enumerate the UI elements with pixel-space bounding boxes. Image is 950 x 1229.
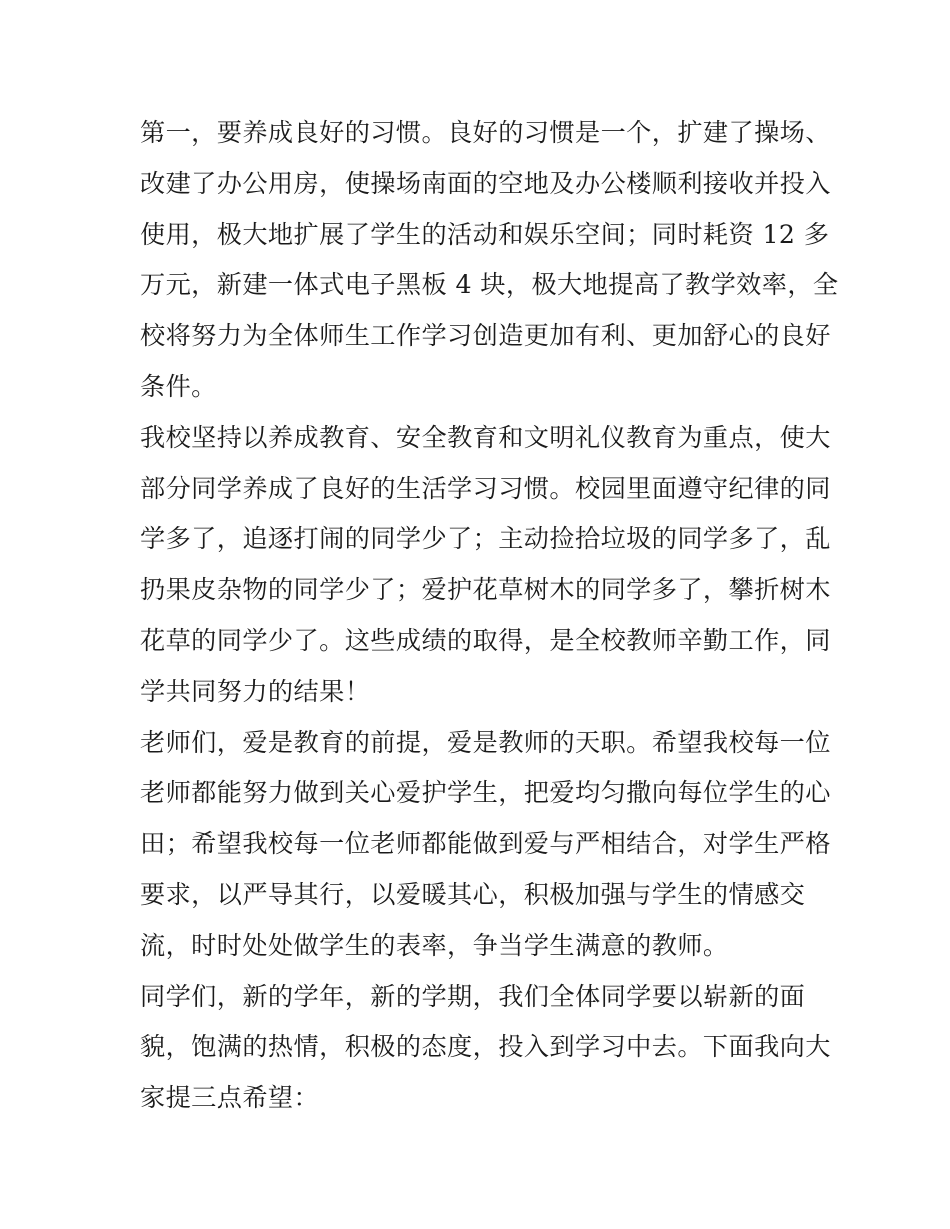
text-line: 条件。 [140,371,217,401]
text-line: 万元，新建一体式电子黑板 4 块，极大地提高了教学效率，全 [140,270,839,300]
paragraph-1 [140,108,839,413]
text-line: 花草的同学少了。这些成绩的取得，是全校教师辛勤工作，同 [140,625,831,655]
text-line: 部分同学养成了良好的生活学习习惯。校园里面遵守纪律的同 [140,473,831,503]
text-line: 校将努力为全体师生工作学习创造更加有利、更加舒心的良好 [140,321,831,351]
text-line: 流，时时处处做学生的表率，争当学生满意的教师。 [140,930,729,960]
text-line: 田；希望我校每一位老师都能做到爱与严相结合，对学生严格 [140,829,831,859]
paragraph-3 [140,718,831,972]
text-line: 老师都能努力做到关心爱护学生，把爱均匀撒向每位学生的心 [140,778,831,808]
paragraph-2 [140,413,831,718]
text-line: 家提三点希望： [140,1083,320,1113]
text-line: 使用，极大地扩展了学生的活动和娱乐空间；同时耗资 12 多 [140,219,830,249]
text-line: 学共同努力的结果！ [140,676,371,706]
text-line: 学多了，追逐打闹的同学少了；主动捡拾垃圾的同学多了，乱 [140,524,831,554]
paragraph-4 [140,972,831,1124]
text-line: 要求，以严导其行，以爱暖其心，积极加强与学生的情感交 [140,879,806,909]
text-line: 我校坚持以养成教育、安全教育和文明礼仪教育为重点，使大 [140,422,831,452]
text-line: 第一，要养成良好的习惯。良好的习惯是一个，扩建了操场、 [140,118,831,147]
text-line: 貌，饱满的热情，积极的态度，投入到学习中去。下面我向大 [140,1032,831,1062]
document-page [140,108,839,1124]
text-line: 改建了办公用房，使操场南面的空地及办公楼顺利接收并投入 [140,168,831,198]
text-line: 扔果皮杂物的同学少了；爱护花草树木的同学多了，攀折树木 [140,575,831,605]
text-line: 同学们，新的学年，新的学期，我们全体同学要以崭新的面 [140,981,806,1011]
text-line: 老师们，爱是教育的前提，爱是教师的天职。希望我校每一位 [140,727,831,757]
